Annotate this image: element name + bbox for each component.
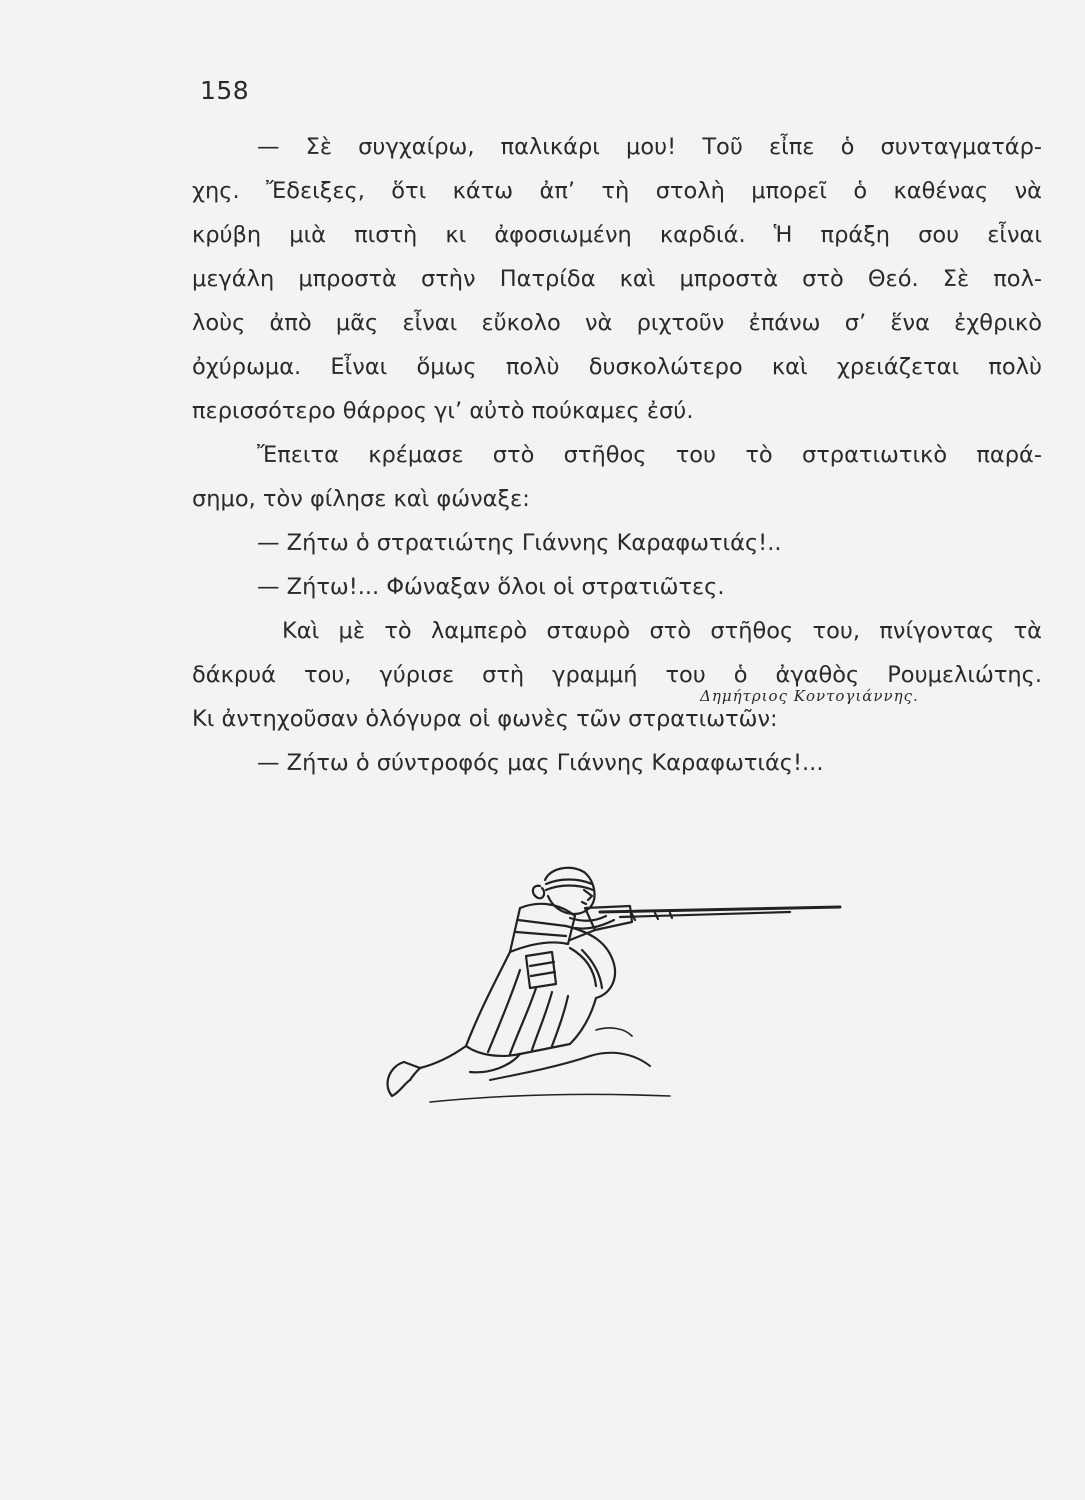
text-line: χης. Ἔδειξες, ὅτι κάτω ἀπ’ τὴ στολὴ μπορεῖ ὁ καθένας νὰ bbox=[192, 178, 1042, 204]
text-line: ὀχύρωμα. Εἶναι ὅμως πολὺ δυσκολώτερο καὶ χρειάζεται πολὺ bbox=[192, 354, 1042, 380]
text-line: — Ζήτω ὁ σύντροφός μας Γιάννης Καραφωτιάς!... bbox=[257, 750, 824, 776]
text-line: Κι ἀντηχοῦσαν ὁλόγυρα οἱ φωνὲς τῶν στρατιωτῶν: bbox=[192, 706, 778, 732]
text-line: — Σὲ συγχαίρω, παλικάρι μου! Τοῦ εἶπε ὁ συνταγματάρ- bbox=[257, 134, 1042, 160]
text-line: δάκρυά του, γύρισε στὴ γραμμή του ὁ ἀγαθὸς Ρουμελιώτης. bbox=[192, 662, 1042, 688]
text-line: σημο, τὸν φίλησε καὶ φώναξε: bbox=[192, 486, 530, 512]
kneeling-soldier-illustration bbox=[370, 860, 850, 1110]
text-line: Ἔπειτα κρέμασε στὸ στῆθος του τὸ στρατιωτικὸ παρά- bbox=[257, 442, 1042, 468]
text-line: — Ζήτω ὁ στρατιώτης Γιάννης Καραφωτιάς!.. bbox=[257, 530, 782, 556]
text-line: Καὶ μὲ τὸ λαμπερὸ σταυρὸ στὸ στῆθος του, πνίγοντας τὰ bbox=[282, 618, 1042, 644]
text-line: — Ζήτω!... Φώναξαν ὅλοι οἱ στρατιῶτες. bbox=[257, 574, 725, 600]
text-line: μεγάλη μπροστὰ στὴν Πατρίδα καὶ μπροστὰ στὸ Θεό. Σὲ πολ- bbox=[192, 266, 1042, 292]
page-number: 158 bbox=[200, 76, 250, 105]
author-signature: Δημήτριος Κοντογιάννης. bbox=[700, 687, 919, 705]
text-line: κρύβη μιὰ πιστὴ κι ἀφοσιωμένη καρδιά. Ἡ πράξη σου εἶναι bbox=[192, 222, 1042, 248]
text-line: περισσότερο θάρρος γι’ αὐτὸ πούκαμες ἐσύ. bbox=[192, 398, 694, 424]
text-line: λοὺς ἀπὸ μᾶς εἶναι εὔκολο νὰ ριχτοῦν ἐπάνω σ’ ἕνα ἐχθρικὸ bbox=[192, 310, 1042, 336]
